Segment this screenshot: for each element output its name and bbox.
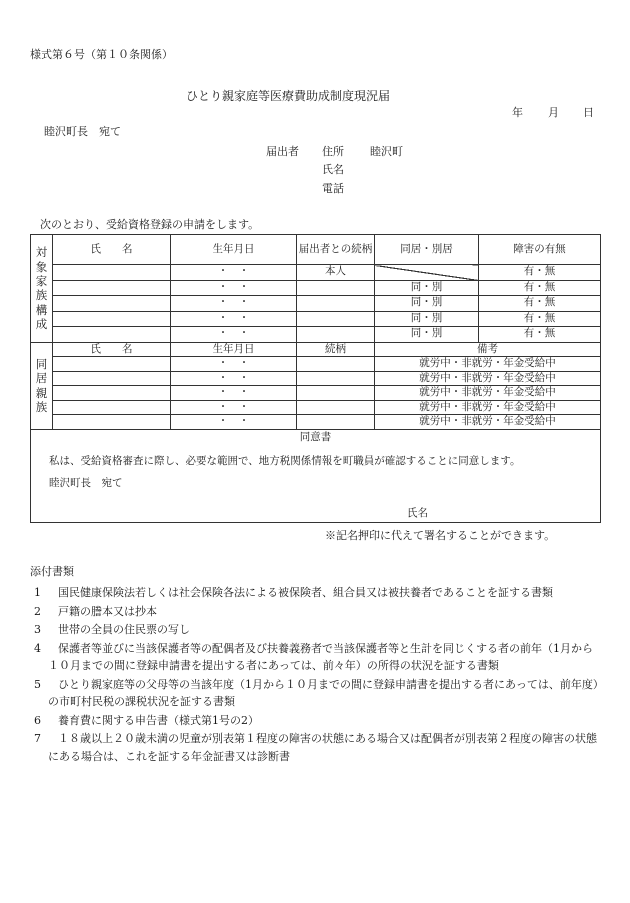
table-row <box>31 386 601 401</box>
disability-cell[interactable]: 有・無 <box>479 311 601 327</box>
relation-cell[interactable] <box>297 400 375 415</box>
date-year: 年 <box>512 106 523 119</box>
disability-cell[interactable]: 有・無 <box>479 327 601 343</box>
attachments-heading: 添付書類 <box>30 565 74 578</box>
attachments-list <box>30 584 600 766</box>
relation-cell[interactable] <box>297 415 375 430</box>
name-cell[interactable] <box>53 415 171 430</box>
name-cell[interactable] <box>53 357 171 372</box>
relation-cell[interactable] <box>297 280 375 296</box>
cohab-cell[interactable]: 同・別 <box>375 327 479 343</box>
table-row <box>31 280 601 296</box>
registration-table <box>30 234 601 523</box>
header-name: 氏 名 <box>53 342 171 357</box>
dob-cell[interactable]: ・ ・ <box>171 415 297 430</box>
consent-title: 同意書 <box>299 431 332 444</box>
dob-cell[interactable]: ・ ・ <box>171 400 297 415</box>
header-disability: 障害の有無 <box>479 235 601 265</box>
name-cell[interactable] <box>53 400 171 415</box>
address-label: 住所 <box>322 145 344 158</box>
disability-cell[interactable]: 有・無 <box>479 265 601 281</box>
header-dob: 生年月日 <box>171 342 297 357</box>
disability-cell[interactable]: 有・無 <box>479 296 601 312</box>
note-cell[interactable]: 就労中・非就労・年金受給中 <box>375 400 601 415</box>
dob-cell[interactable]: ・ ・ <box>171 386 297 401</box>
list-item: 2 戸籍の謄本又は抄本 <box>34 604 157 618</box>
header-cohab: 同居・別居 <box>375 235 479 265</box>
list-item: 3 世帯の全員の住民票の写し <box>34 623 190 636</box>
dob-cell[interactable]: ・ ・ <box>171 265 297 281</box>
dob-cell[interactable]: ・ ・ <box>171 327 297 343</box>
target-family-label: 対象家族構成 <box>31 235 53 343</box>
consent-text: 私は、受給資格審査に際し、必要な範囲で、地方税関係情報を町職員が確認することに同意します。 <box>49 455 521 468</box>
table-row <box>31 400 601 415</box>
name-cell[interactable] <box>53 311 171 327</box>
applicant-label: 届出者 <box>266 145 299 158</box>
table-row <box>31 357 601 372</box>
note-cell[interactable]: 就労中・非就労・年金受給中 <box>375 371 601 386</box>
consent-name-label: 氏名 <box>407 507 428 520</box>
relation-cell[interactable] <box>297 296 375 312</box>
name-cell[interactable] <box>53 265 171 281</box>
list-item: 7 １８歳以上２０歳未満の児童が別表第１程度の障害の状態にある場合又は配偶者が別表第２程度の障害の状態にある場合は、これを証する年金証書又は診断書 <box>34 732 597 763</box>
note-cell[interactable]: 就労中・非就労・年金受給中 <box>375 415 601 430</box>
table-row <box>31 296 601 312</box>
name-cell[interactable] <box>53 386 171 401</box>
header-dob: 生年月日 <box>171 235 297 265</box>
list-item: 6 養育費に関する申告書（様式第1号の2） <box>34 713 259 727</box>
cohab-cell[interactable]: 同・別 <box>375 296 479 312</box>
dob-cell[interactable]: ・ ・ <box>171 357 297 372</box>
table-row <box>31 311 601 327</box>
consent-section <box>31 430 601 523</box>
cohab-family-label: 同居親族 <box>31 342 53 430</box>
cohab-cell[interactable]: 同・別 <box>375 280 479 296</box>
name-label: 氏名 <box>322 163 344 176</box>
relation-cell[interactable]: 本人 <box>297 265 375 281</box>
relation-cell[interactable] <box>297 386 375 401</box>
cohab-header-row <box>31 342 601 357</box>
dob-cell[interactable]: ・ ・ <box>171 311 297 327</box>
header-name: 氏 名 <box>53 235 171 265</box>
name-cell[interactable] <box>53 327 171 343</box>
consent-addressee: 睦沢町長 宛て <box>49 477 123 490</box>
relation-cell[interactable] <box>297 327 375 343</box>
header-relation: 届出者との続柄 <box>297 235 375 265</box>
note-cell[interactable]: 就労中・非就労・年金受給中 <box>375 357 601 372</box>
name-cell[interactable] <box>53 371 171 386</box>
list-item: 5 ひとり親家庭等の父母等の当該年度（1月から１０月までの間に登録申請書を提出する者にあっては、前年度）の市町村民税の課税状況を証する書類 <box>34 677 599 708</box>
date-month: 月 <box>548 106 559 119</box>
dob-cell[interactable]: ・ ・ <box>171 371 297 386</box>
relation-cell[interactable] <box>297 311 375 327</box>
signature-note: ※記名押印に代えて署名することができます。 <box>325 529 556 542</box>
phone-label: 電話 <box>322 182 344 195</box>
intro-text: 次のとおり、受給資格登録の申請をします。 <box>40 218 260 231</box>
note-cell[interactable]: 就労中・非就労・年金受給中 <box>375 386 601 401</box>
header-relation: 続柄 <box>297 342 375 357</box>
addressee: 睦沢町長 宛て <box>44 125 121 138</box>
table-row <box>31 415 601 430</box>
cohab-cell[interactable]: 同・別 <box>375 311 479 327</box>
name-cell[interactable] <box>53 280 171 296</box>
target-header-row <box>31 235 601 265</box>
list-item: 1 国民健康保険法若しくは社会保険各法による被保険者、組合員又は被扶養者であることを証する書類 <box>34 586 553 599</box>
form-number: 様式第６号（第１０条関係） <box>30 48 173 61</box>
dob-cell[interactable]: ・ ・ <box>171 296 297 312</box>
table-row <box>31 371 601 386</box>
date-day: 日 <box>583 106 594 119</box>
relation-cell[interactable] <box>297 371 375 386</box>
header-note: 備考 <box>375 342 601 357</box>
address-value: 睦沢町 <box>370 145 403 158</box>
relation-cell[interactable] <box>297 357 375 372</box>
table-row <box>31 265 601 281</box>
consent-row <box>31 430 601 523</box>
list-item: 4 保護者等並びに当該保護者等の配偶者及び扶養義務者で当該保護者等と生計を同じくする者の前年（1月から１０月までの間に登録申請書を提出する者にあっては、前々年）の所得の状況を証する書類 <box>34 641 593 672</box>
form-title: ひとり親家庭等医療費助成制度現況届 <box>186 89 391 103</box>
disability-cell[interactable]: 有・無 <box>479 280 601 296</box>
name-cell[interactable] <box>53 296 171 312</box>
cohab-cell-diagonal <box>375 265 479 281</box>
dob-cell[interactable]: ・ ・ <box>171 280 297 296</box>
table-row <box>31 327 601 343</box>
